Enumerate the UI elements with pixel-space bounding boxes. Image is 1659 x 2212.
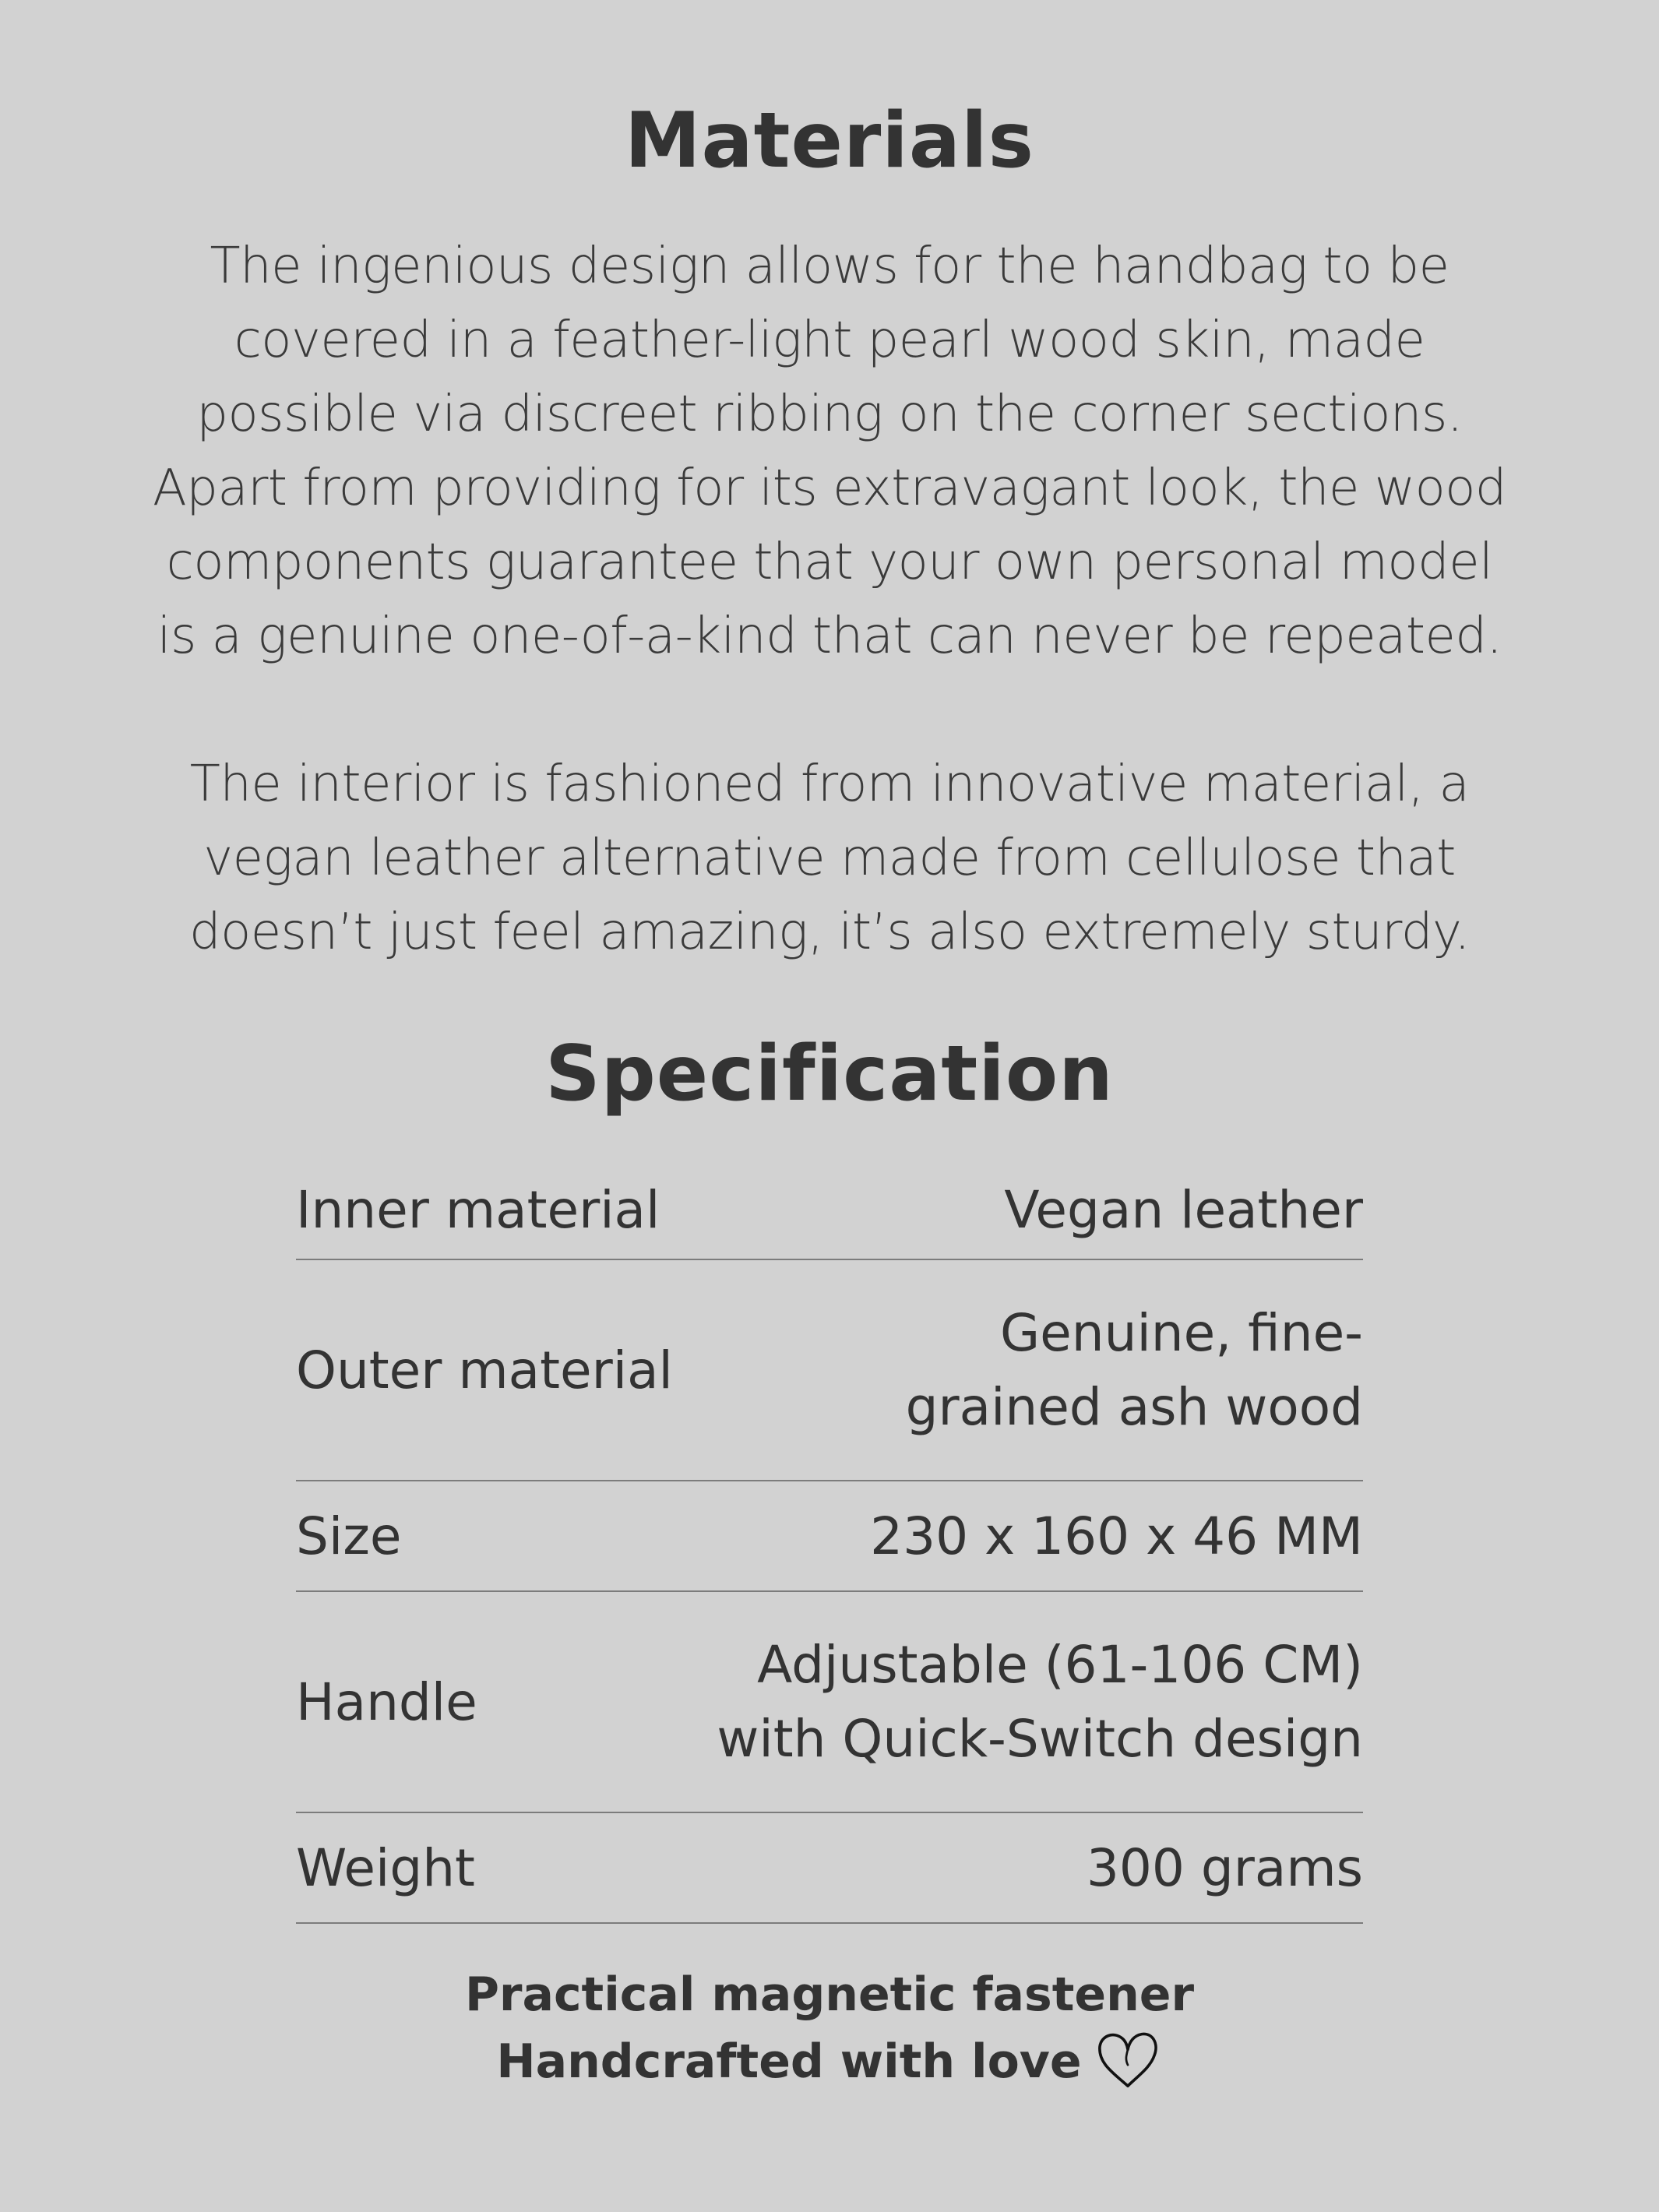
spec-row-size [296,1481,1363,1592]
specification-title: Specification [545,1030,1114,1118]
spec-value-line: Genuine, fine- [1000,1303,1363,1363]
spec-label: Weight [296,1837,475,1898]
footer [0,1961,1659,2099]
paragraph-line: The interior is fashioned from innovative material, a [189,756,1470,813]
materials-paragraph-2 [148,748,1511,970]
spec-value [870,1499,1363,1573]
paragraph-line: is a genuine one-of-a-kind that can never be repeated. [157,608,1502,665]
spec-value [717,1628,1363,1776]
spec-value [1087,1831,1363,1905]
spec-value-line: grained ash wood [905,1377,1363,1437]
materials-title: Materials [625,97,1034,185]
paragraph-line: covered in a feather-light pearl wood skin, made [234,312,1425,369]
footer-line-1: Practical magnetic fastener [464,1967,1195,2022]
paragraph-line: vegan leather alternative made from cellulose that [203,830,1456,887]
spec-row-weight [296,1813,1363,1924]
footer-line-2: Handcrafted with love [496,2034,1082,2089]
paragraph-line: components guarantee that your own personal model [166,534,1493,591]
spec-value-line: with Quick-Switch design [717,1709,1363,1769]
specification-table [296,1161,1363,1924]
heart-icon [1093,2024,1163,2094]
spec-value [906,1296,1363,1444]
spec-label: Inner material [296,1179,660,1240]
materials-paragraph-1 [148,230,1511,674]
footer-line-2-wrap [0,2028,1659,2099]
paragraph-line: doesn’t just feel amazing, it’s also extremely sturdy. [188,903,1471,961]
paragraph-line: possible via discreet ribbing on the corner sections. [196,386,1463,443]
spec-value-line: Vegan leather [1004,1179,1363,1240]
spec-value-line: Adjustable (61-106 CM) [757,1635,1363,1695]
spec-row-inner-material [296,1161,1363,1260]
spec-value-line: 230 x 160 x 46 MM [870,1506,1363,1566]
spec-label: Handle [296,1671,477,1732]
spec-value [1004,1173,1363,1247]
paragraph-line: Apart from providing for its extravagant look, the wood [152,460,1507,517]
paragraph-line: The ingenious design allows for the handbag to be [210,238,1449,295]
spec-label: Size [296,1506,402,1566]
spec-label: Outer material [296,1340,673,1400]
spec-value-line: 300 grams [1086,1837,1363,1898]
spec-row-handle [296,1592,1363,1813]
spec-row-outer-material [296,1260,1363,1481]
